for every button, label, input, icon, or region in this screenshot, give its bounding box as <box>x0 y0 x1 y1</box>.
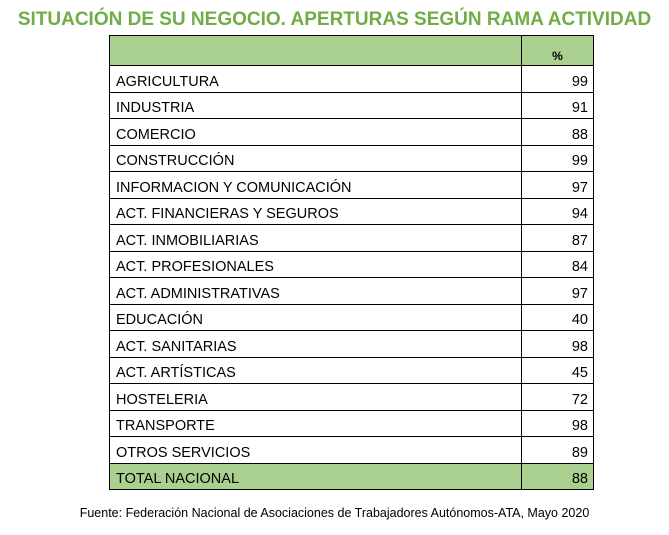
row-value: 88 <box>522 119 594 146</box>
table-row <box>110 198 594 225</box>
row-value: 97 <box>522 278 594 305</box>
row-label: ACT. PROFESIONALES <box>110 251 522 278</box>
table-row <box>110 331 594 358</box>
table-row <box>110 66 594 93</box>
row-label: ACT. ARTÍSTICAS <box>110 357 522 384</box>
row-label: EDUCACIÓN <box>110 304 522 331</box>
row-label: ACT. ADMINISTRATIVAS <box>110 278 522 305</box>
table-row <box>110 92 594 119</box>
row-label: OTROS SERVICIOS <box>110 437 522 464</box>
row-value: 99 <box>522 66 594 93</box>
row-value: 72 <box>522 384 594 411</box>
row-label: ACT. INMOBILIARIAS <box>110 225 522 252</box>
table-row <box>110 437 594 464</box>
openings-table-container <box>109 35 593 490</box>
table-row <box>110 304 594 331</box>
total-label: TOTAL NACIONAL <box>110 463 522 490</box>
table-row <box>110 172 594 199</box>
row-label: INDUSTRIA <box>110 92 522 119</box>
row-value: 91 <box>522 92 594 119</box>
row-value: 98 <box>522 331 594 358</box>
row-value: 84 <box>522 251 594 278</box>
row-label: ACT. FINANCIERAS Y SEGUROS <box>110 198 522 225</box>
table-row <box>110 119 594 146</box>
row-label: INFORMACION Y COMUNICACIÓN <box>110 172 522 199</box>
page-title: SITUACIÓN DE SU NEGOCIO. APERTURAS SEGÚN RAMA ACTIVIDAD <box>17 9 652 30</box>
header-percent-cell: % <box>522 36 594 66</box>
row-label: COMERCIO <box>110 119 522 146</box>
openings-table <box>109 35 594 490</box>
row-value: 98 <box>522 410 594 437</box>
table-header-row <box>110 36 594 66</box>
table-row <box>110 145 594 172</box>
total-value: 88 <box>522 463 594 490</box>
table-row <box>110 357 594 384</box>
source-note: Fuente: Federación Nacional de Asociaciones de Trabajadores Autónomos-ATA, Mayo 2020 <box>79 506 590 520</box>
row-value: 45 <box>522 357 594 384</box>
header-label-cell <box>110 36 522 66</box>
row-value: 40 <box>522 304 594 331</box>
row-label: TRANSPORTE <box>110 410 522 437</box>
table-row <box>110 251 594 278</box>
table-row <box>110 410 594 437</box>
row-value: 89 <box>522 437 594 464</box>
row-label: CONSTRUCCIÓN <box>110 145 522 172</box>
row-label: ACT. SANITARIAS <box>110 331 522 358</box>
row-label: HOSTELERIA <box>110 384 522 411</box>
row-label: AGRICULTURA <box>110 66 522 93</box>
row-value: 99 <box>522 145 594 172</box>
table-row <box>110 384 594 411</box>
table-row <box>110 225 594 252</box>
row-value: 94 <box>522 198 594 225</box>
row-value: 87 <box>522 225 594 252</box>
table-row <box>110 278 594 305</box>
total-row <box>110 463 594 490</box>
row-value: 97 <box>522 172 594 199</box>
